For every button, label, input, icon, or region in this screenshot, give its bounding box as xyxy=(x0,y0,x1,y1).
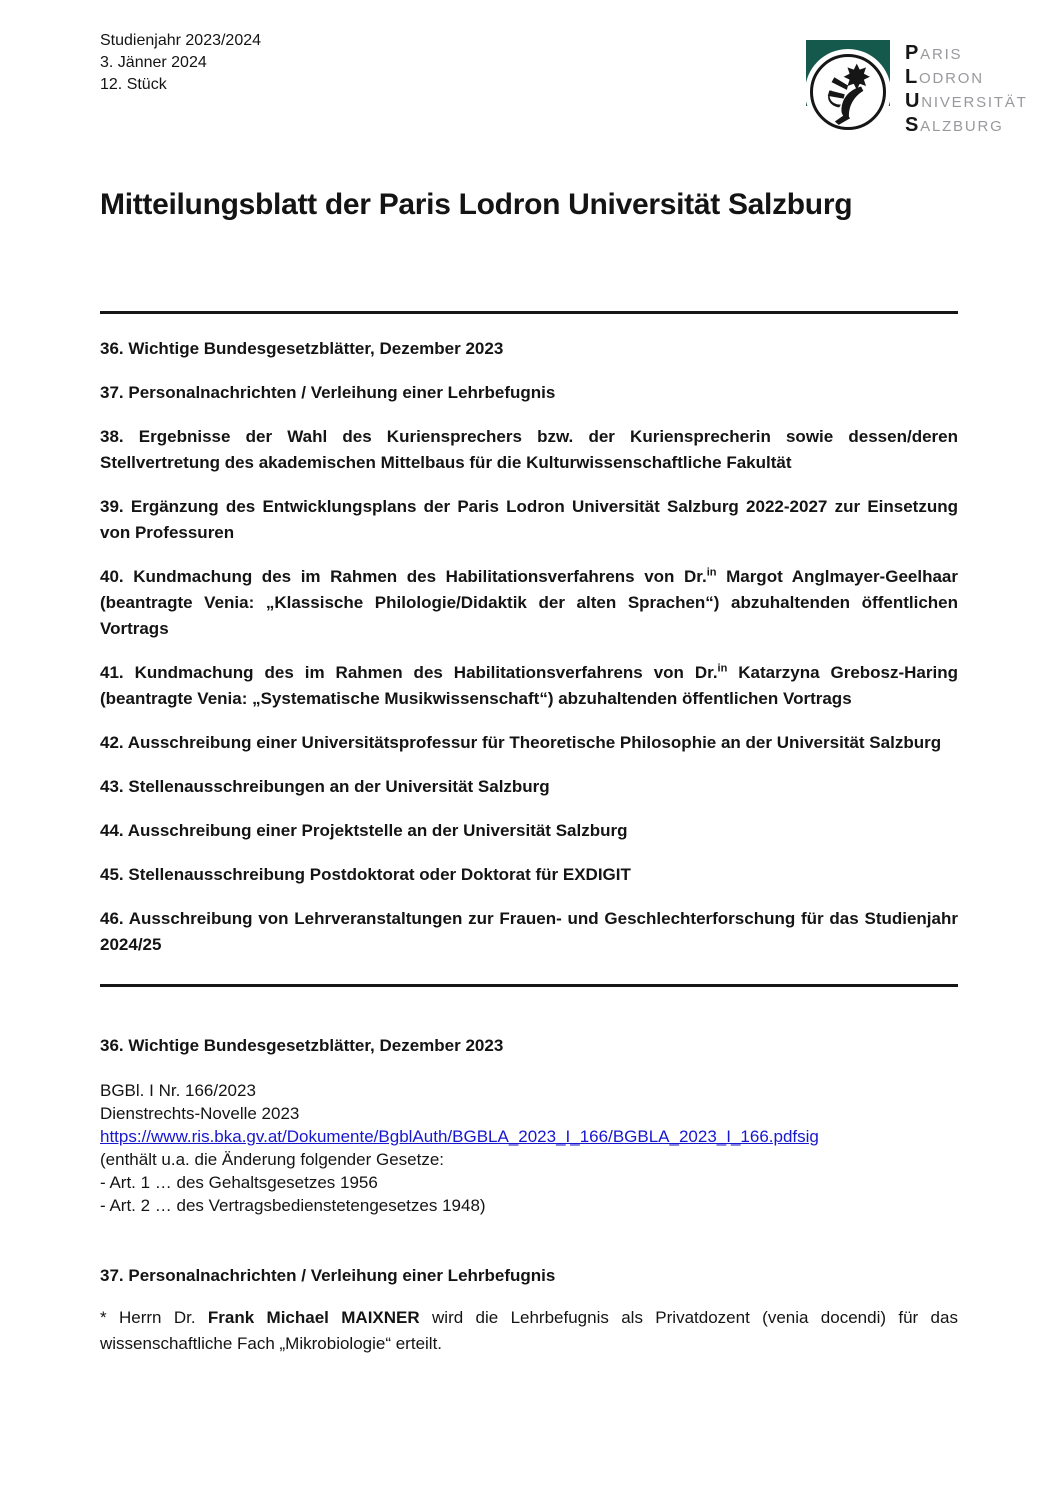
section-36-body xyxy=(100,1079,958,1217)
toc-item-43: 43. Stellenausschreibungen an der Universität Salzburg xyxy=(100,777,550,796)
logo-rest-niversitaet: NIVERSITÄT xyxy=(921,94,1028,111)
section-37-heading: 37. Personalnachrichten / Verleihung einer Lehrbefugnis xyxy=(100,1266,556,1285)
logo-wordmark xyxy=(905,42,1028,138)
university-logo xyxy=(806,40,1046,140)
toc-item-40-text: 40. Kundmachung des im Rahmen des Habilitationsverfahrens von Dr. xyxy=(100,567,707,586)
lion-icon xyxy=(813,57,883,127)
logo-initial-p: P xyxy=(905,42,921,64)
logo-initial-u: U xyxy=(905,90,922,112)
logo-word-salzburg xyxy=(905,114,1028,138)
toc-item-36: 36. Wichtige Bundesgesetzblätter, Dezember 2023 xyxy=(100,339,504,358)
section-36-heading: 36. Wichtige Bundesgesetzblätter, Dezember 2023 xyxy=(100,1036,504,1055)
bgbl-note-art2: - Art. 2 … des Vertragsbedienstetengesetzes 1948) xyxy=(100,1196,486,1215)
middle-divider xyxy=(100,984,958,987)
bgbl-title: Dienstrechts-Novelle 2023 xyxy=(100,1104,300,1123)
logo-rest-odron: ODRON xyxy=(919,70,984,87)
logo-crest-circle xyxy=(810,54,886,130)
logo-word-paris xyxy=(905,42,1028,66)
toc-item-44: 44. Ausschreibung einer Projektstelle an der Universität Salzburg xyxy=(100,821,628,840)
top-divider xyxy=(100,311,958,314)
personnel-text-pre: * Herrn Dr. xyxy=(100,1308,208,1327)
logo-word-lodron xyxy=(905,66,1028,90)
toc-item-39: 39. Ergänzung des Entwicklungsplans der Paris Lodron Universität Salzburg 2022-2027 zur Einsetzung von Professuren xyxy=(100,497,958,542)
toc-item-41 xyxy=(100,660,958,712)
logo-initial-l: L xyxy=(905,66,920,88)
logo-rest-alzburg: ALZBURG xyxy=(920,118,1004,135)
bgbl-number: BGBl. I Nr. 166/2023 xyxy=(100,1081,256,1100)
toc-item-41-text-rest: Katarzyna Grebosz-Haring (beantragte Venia: „Systematische Musikwissenschaft“) abzuhaltenden öffentlichen Vortrags xyxy=(100,663,958,708)
toc-item-37: 37. Personalnachrichten / Verleihung einer Lehrbefugnis xyxy=(100,383,556,402)
toc-item-41-superscript: in xyxy=(717,662,728,675)
logo-word-universitaet xyxy=(905,90,1028,114)
date-line: 3. Jänner 2024 xyxy=(100,54,207,71)
toc-item-45: 45. Stellenausschreibung Postdoktorat oder Doktorat für EXDIGIT xyxy=(100,865,631,884)
logo-initial-s: S xyxy=(905,114,921,136)
logo-rest-aris: ARIS xyxy=(920,46,963,63)
studienjahr-line: Studienjahr 2023/2024 xyxy=(100,32,262,49)
issue-line: 12. Stück xyxy=(100,76,167,93)
bgbl-note-intro: (enthält u.a. die Änderung folgender Gesetze: xyxy=(100,1150,445,1169)
toc-item-40-text-rest: Margot Anglmayer-Geelhaar (beantragte Venia: „Klassische Philologie/Didaktik der alten Sprachen“) abzuhaltenden öffentlichen Vortrags xyxy=(100,567,958,638)
toc-item-40 xyxy=(100,564,958,642)
page-title: Mitteilungsblatt der Paris Lodron Universität Salzburg xyxy=(100,188,853,221)
bgbl-pdf-link[interactable]: https://www.ris.bka.gv.at/Dokumente/BgblAuth/BGBLA_2023_I_166/BGBLA_2023_I_166.pdfsig xyxy=(100,1127,819,1146)
toc-item-46: 46. Ausschreibung von Lehrveranstaltungen zur Frauen- und Geschlechterforschung für das Studienjahr 2024/25 xyxy=(100,909,958,954)
toc-item-38: 38. Ergebnisse der Wahl des Kuriensprechers bzw. der Kuriensprecherin sowie dessen/deren Stellvertretung des akademischen Mittelbaus für die Kulturwissenschaftliche Fakultät xyxy=(100,427,958,472)
personnel-paragraph xyxy=(100,1305,958,1357)
personnel-text-post: wird die Lehrbefugnis als Privatdozent (venia docendi) für das wissenschaftliche Fach „Mikrobiologie“ erteilt. xyxy=(100,1308,958,1353)
personnel-name: Frank Michael MAIXNER xyxy=(207,1308,420,1327)
table-of-contents xyxy=(100,336,958,958)
toc-item-41-text: 41. Kundmachung des im Rahmen des Habilitationsverfahrens von Dr. xyxy=(100,663,718,682)
toc-item-40-superscript: in xyxy=(706,566,717,579)
bgbl-note-art1: - Art. 1 … des Gehaltsgesetzes 1956 xyxy=(100,1173,378,1192)
toc-item-42: 42. Ausschreibung einer Universitätsprofessur für Theoretische Philosophie an der Universität Salzburg xyxy=(100,733,942,752)
